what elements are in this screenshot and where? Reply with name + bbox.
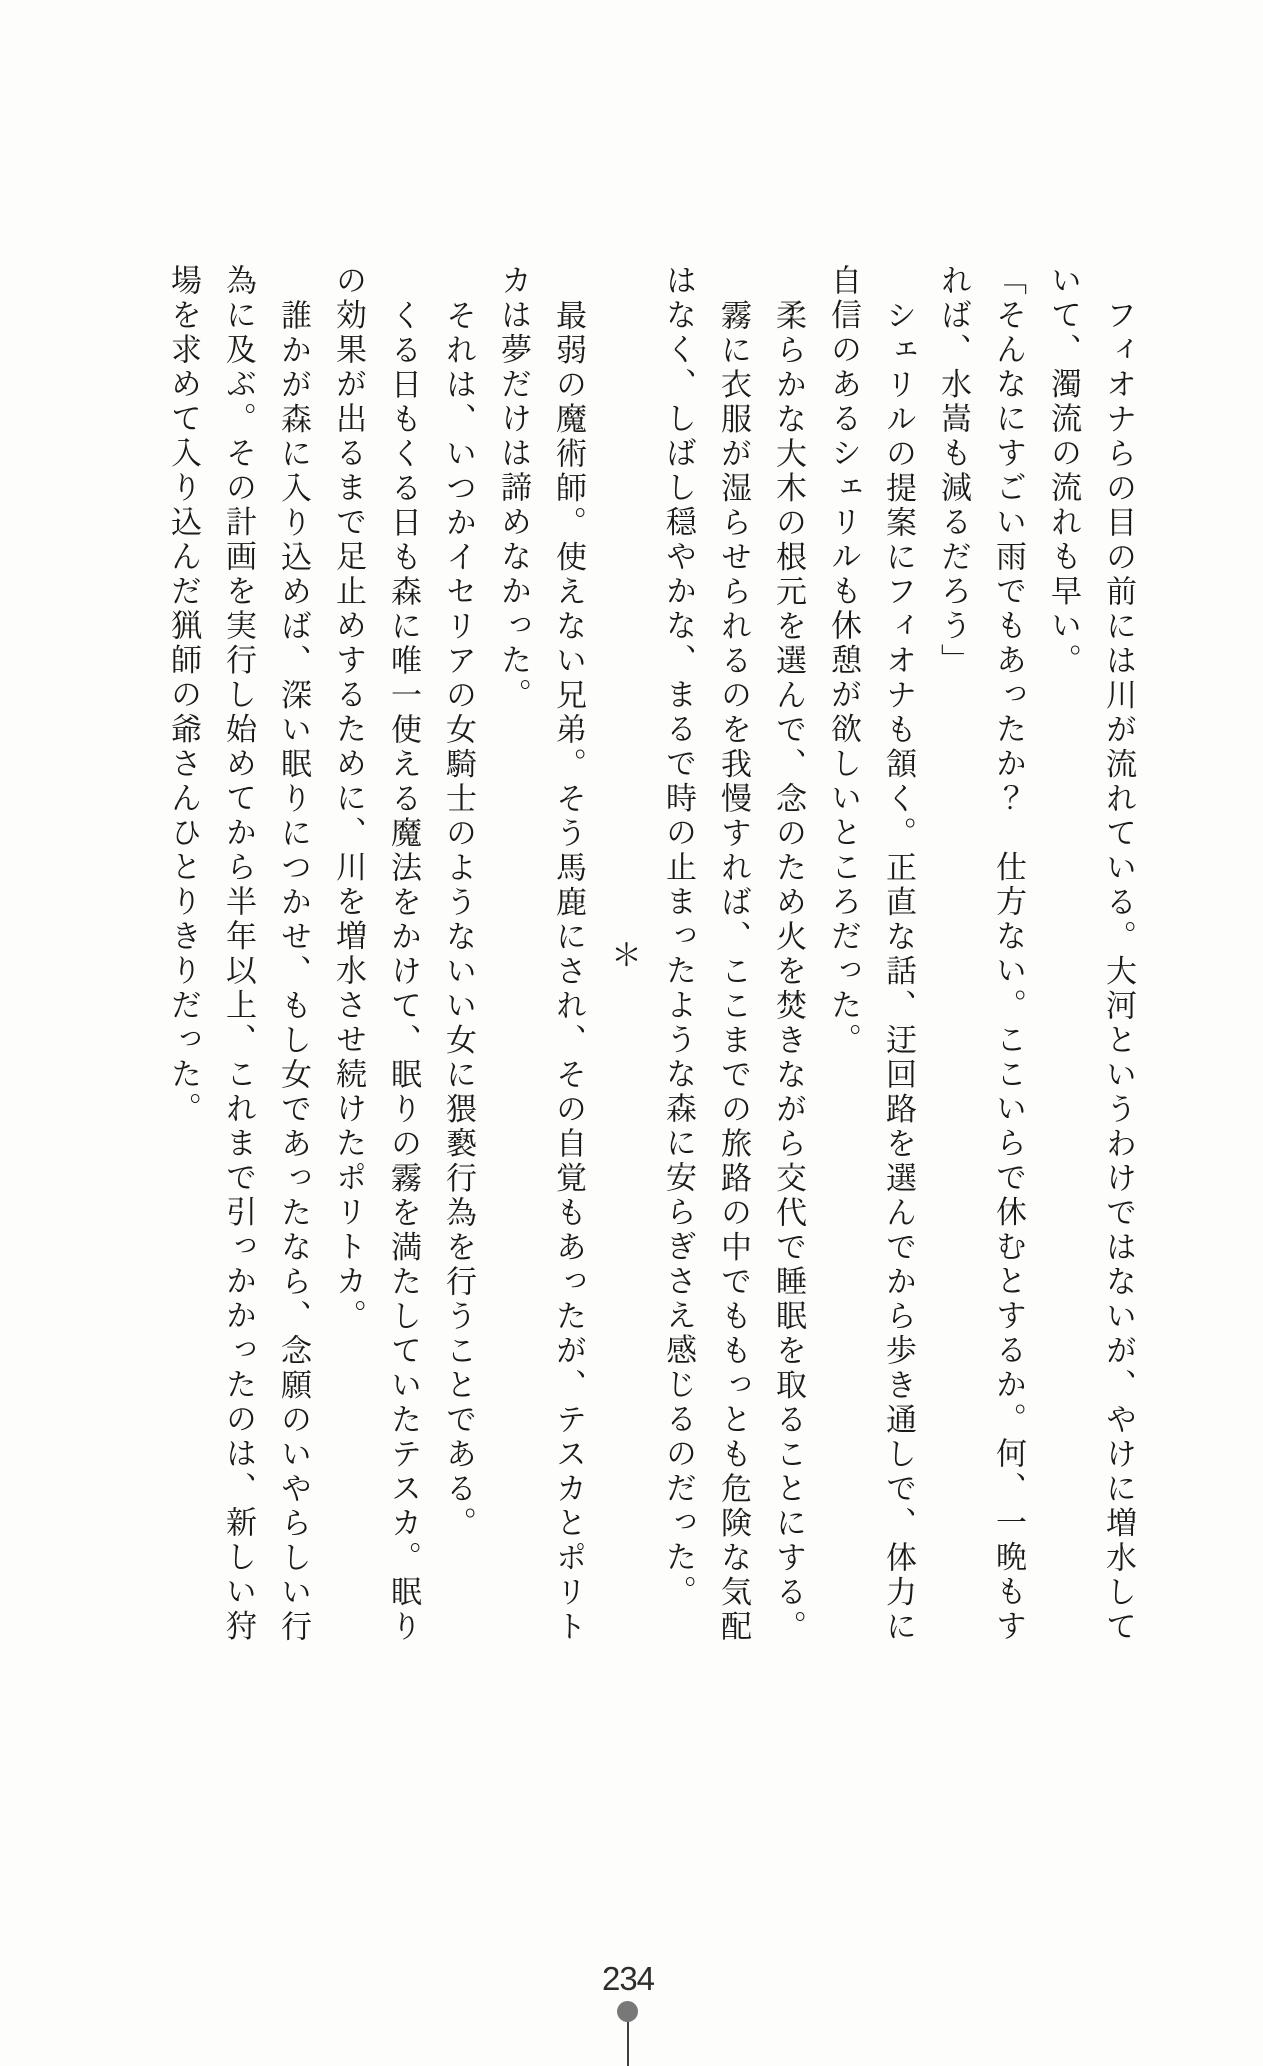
body-text — [155, 264, 1145, 1648]
section-separator: ＊ — [605, 938, 641, 974]
paragraph: フィオナらの目の前には川が流れている。大河というわけではないが、やけに増水していて、濁流の流れも早い。 — [1045, 264, 1136, 1644]
paragraph: 柔らかな大木の根元を選んで、念のため火を焚きながら交代で睡眠を取ることにする。 — [770, 298, 806, 1644]
paragraph: それは、いつかイセリアの女騎士のようないい女に猥褻行為を行うことである。 — [440, 298, 476, 1541]
paragraph: 霧に衣服が湿らせられるのを我慢すれば、ここまでの旅路の中でももっとも危険な気配はなく、しばし穏やかな、まるで時の止まったような森に安らぎさえ感じるのだった。 — [660, 264, 751, 1644]
page-number: 234 — [601, 1960, 655, 1997]
paragraph: 「そんなにすごい雨でもあったか？ 仕方ない。ここいらで休むとするか。何、一晩もすれば、水嵩も減るだろう」 — [935, 264, 1026, 1644]
paragraph: シェリルの提案にフィオナも頷く。正直な話、迂回路を選んでから歩き通しで、体力に自信のあるシェリルも休憩が欲しいところだった。 — [825, 264, 916, 1644]
paragraph: 最弱の魔術師。使えない兄弟。そう馬鹿にされ、その自覚もあったが、テスカとポリトカは夢だけは諦めなかった。 — [495, 264, 586, 1644]
paragraph: 誰かが森に入り込めば、深い眠りにつかせ、もし女であったなら、念願のいやらしい行為に及ぶ。その計画を実行し始めてから半年以上、これまで引っかかったのは、新しい狩場を求めて入り込んだ猟師の爺さんひとりきりだった。 — [165, 264, 311, 1644]
paragraph: くる日もくる日も森に唯一使える魔法をかけて、眠りの霧を満たしていたテスカ。眠りの効果が出るまで足止めするために、川を増水させ続けたポリトカ。 — [330, 264, 421, 1644]
page-marker-dot-icon — [617, 2001, 638, 2022]
